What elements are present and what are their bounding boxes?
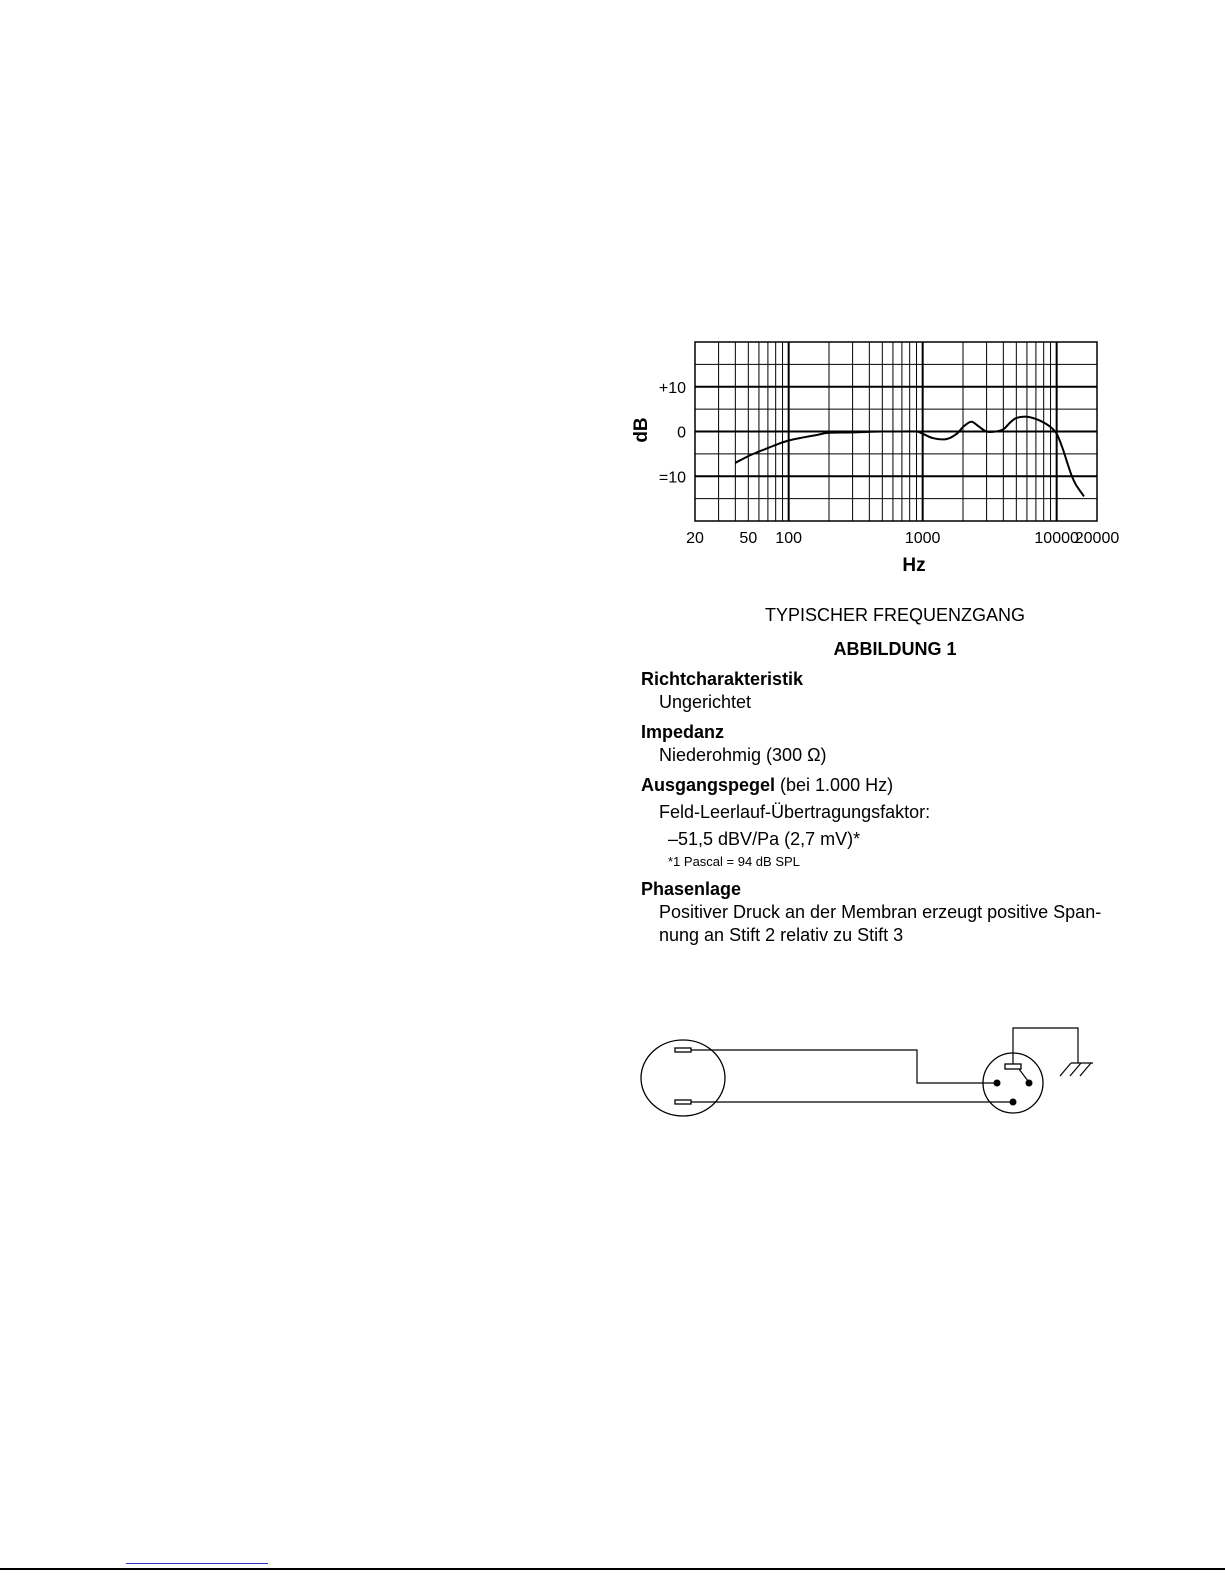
cartridge-terminal-bottom [675, 1100, 691, 1104]
frequency-response-chart [620, 330, 1180, 590]
spec-polarity [641, 878, 1161, 947]
x-axis-label: Hz [902, 555, 926, 576]
figure-number: ABBILDUNG 1 [833, 639, 957, 659]
x-tick-label: 1000 [904, 530, 941, 547]
spec-polar-pattern [641, 668, 1161, 714]
spec-heading-suffix: (bei 1.000 Hz) [775, 775, 894, 795]
wire-top [691, 1050, 997, 1083]
spec-output-level [641, 774, 1161, 871]
chart-caption-title: TYPISCHER FREQUENZGANG [764, 605, 1026, 625]
spec-value: nung an Stift 2 relativ zu Stift 3 [659, 925, 904, 945]
spec-value: Niederohmig (300 Ω) [659, 745, 827, 765]
pin-link [1019, 1069, 1028, 1081]
spec-impedance [641, 721, 1161, 767]
y-axis-label: dB [631, 417, 652, 443]
footer-rule [0, 1568, 1225, 1570]
spec-heading: Phasenlage [641, 879, 742, 899]
x-tick-label: 100 [775, 530, 803, 547]
y-tick-label: 0 [677, 424, 686, 442]
spec-heading: Richtcharakteristik [641, 669, 804, 689]
spec-footnote: *1 Pascal = 94 dB SPL [668, 854, 800, 869]
footer-link-underline [126, 1563, 268, 1564]
ground-hatch [1060, 1063, 1071, 1076]
ground-hatch [1070, 1063, 1081, 1076]
cartridge-terminal-top [675, 1048, 691, 1052]
x-tick-label: 10000 [1034, 530, 1079, 547]
wiring-diagram [635, 1020, 1105, 1125]
spec-subvalue: –51,5 dBV/Pa (2,7 mV)* [668, 829, 861, 849]
spec-heading-row [641, 774, 1161, 797]
ground-wire [1013, 1028, 1078, 1064]
ground-hatch [1080, 1063, 1091, 1076]
spec-value: Feld-Leerlauf-Übertragungsfaktor: [659, 802, 931, 822]
spec-heading: Ausgangspegel [641, 775, 776, 795]
spec-value: Ungerichtet [659, 692, 752, 712]
y-tick-label: =10 [658, 469, 686, 487]
x-tick-label: 20 [686, 530, 704, 547]
xlr-pin [1026, 1080, 1033, 1087]
x-tick-label: 20000 [1074, 530, 1120, 547]
xlr-ground-lug [1005, 1064, 1021, 1069]
specifications-list [641, 668, 1161, 954]
xlr-pin [1010, 1099, 1017, 1106]
x-tick-label: 50 [739, 530, 758, 547]
spec-heading: Impedanz [641, 722, 725, 742]
xlr-pin [994, 1080, 1001, 1087]
spec-value: Positiver Druck an der Membran erzeugt positive Span- [659, 902, 1102, 922]
y-tick-label: +10 [658, 379, 686, 397]
